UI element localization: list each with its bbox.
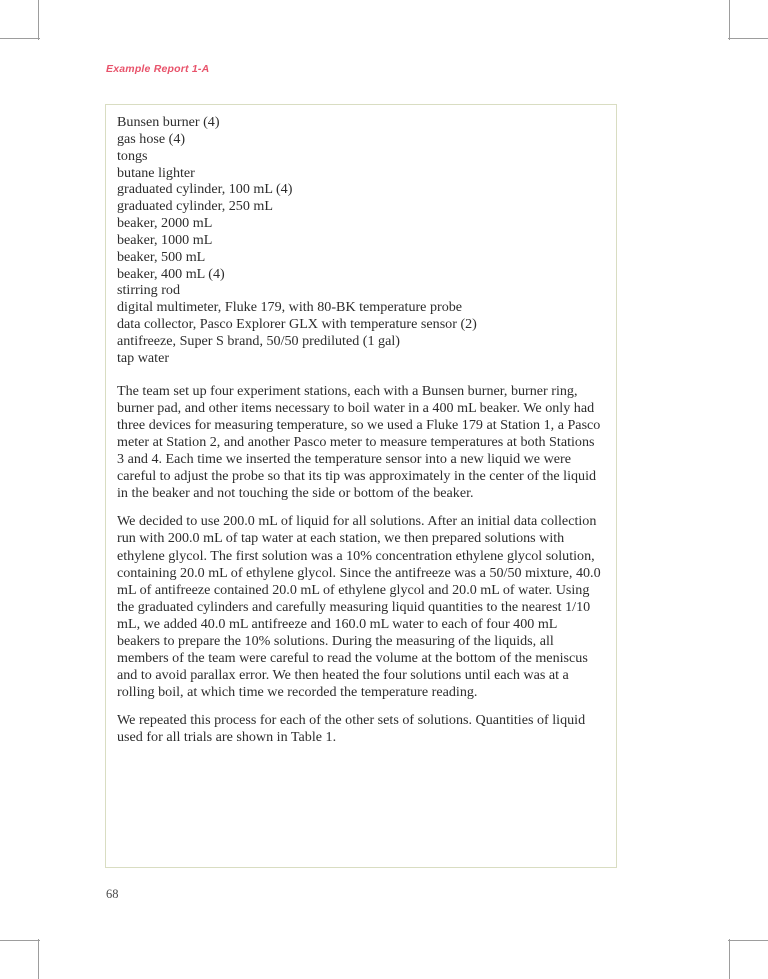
body-text-block (117, 383, 602, 747)
list-item: graduated cylinder, 100 mL (4) (117, 181, 293, 198)
list-item: antifreeze, Super S brand, 50/50 prediluted (1 gal) (117, 332, 400, 349)
paragraph: The team set up four experiment stations, each with a Bunsen burner, burner ring, burner pad, and other items necessary to boil water in a 400 mL beaker. We only had three devices for measuring temperature, so we used a Fluke 179 at Station 1, a Pasco meter at Station 2, and another Pasco meter to measure temperatures at both Stations 3 and 4. Each time we inserted the temperature sensor into a new liquid we were careful to adjust the probe so that its tip was approximately in the center of the liquid in the beaker and not touching the side or bottom of the beaker. (117, 382, 601, 502)
content-frame-inner (106, 105, 616, 747)
list-item: data collector, Pasco Explorer GLX with temperature sensor (2) (117, 316, 477, 333)
running-head: Example Report 1-A (106, 63, 210, 75)
list-item: digital multimeter, Fluke 179, with 80-BK temperature probe (117, 299, 463, 316)
list-item: graduated cylinder, 250 mL (117, 198, 273, 215)
list-item: beaker, 400 mL (4) (117, 265, 225, 282)
list-item: tap water (117, 349, 170, 366)
equipment-list (117, 114, 602, 367)
page-number: 68 (106, 887, 119, 901)
paragraph: We decided to use 200.0 mL of liquid for all solutions. After an initial data collection run with 200.0 mL of tap water at each station, we then prepared solutions with ethylene glycol. The first solution was a 10% concentration ethylene glycol solution, containing 20.0 mL of ethylene glycol. Since the antifreeze was a 50/50 mixture, 40.0 mL of antifreeze contained 20.0 mL of ethylene glycol and 20.0 mL of water. Using the graduated cylinders and carefully measuring liquid quantities to the nearest 1/10 mL, we added 40.0 mL antifreeze and 160.0 mL water to each of four 400 mL beakers to prepare the 10% solutions. During the measuring of the liquids, all members of the team were careful to read the volume at the bottom of the meniscus and to avoid parallax error. We then heated the four solutions until each was at a rolling boil, at which time we recorded the temperature reading. (117, 513, 601, 701)
list-item: gas hose (4) (117, 130, 186, 147)
list-item: beaker, 500 mL (117, 248, 206, 265)
list-item: beaker, 2000 mL (117, 215, 213, 232)
list-item: beaker, 1000 mL (117, 231, 213, 248)
list-item: stirring rod (117, 282, 181, 299)
paragraph: We repeated this process for each of the other sets of solutions. Quantities of liquid used for all trials are shown in Table 1. (117, 712, 586, 746)
content-frame (105, 104, 617, 868)
list-item: Bunsen burner (4) (117, 114, 220, 130)
list-item: butane lighter (117, 164, 195, 181)
list-item: tongs (117, 147, 148, 164)
